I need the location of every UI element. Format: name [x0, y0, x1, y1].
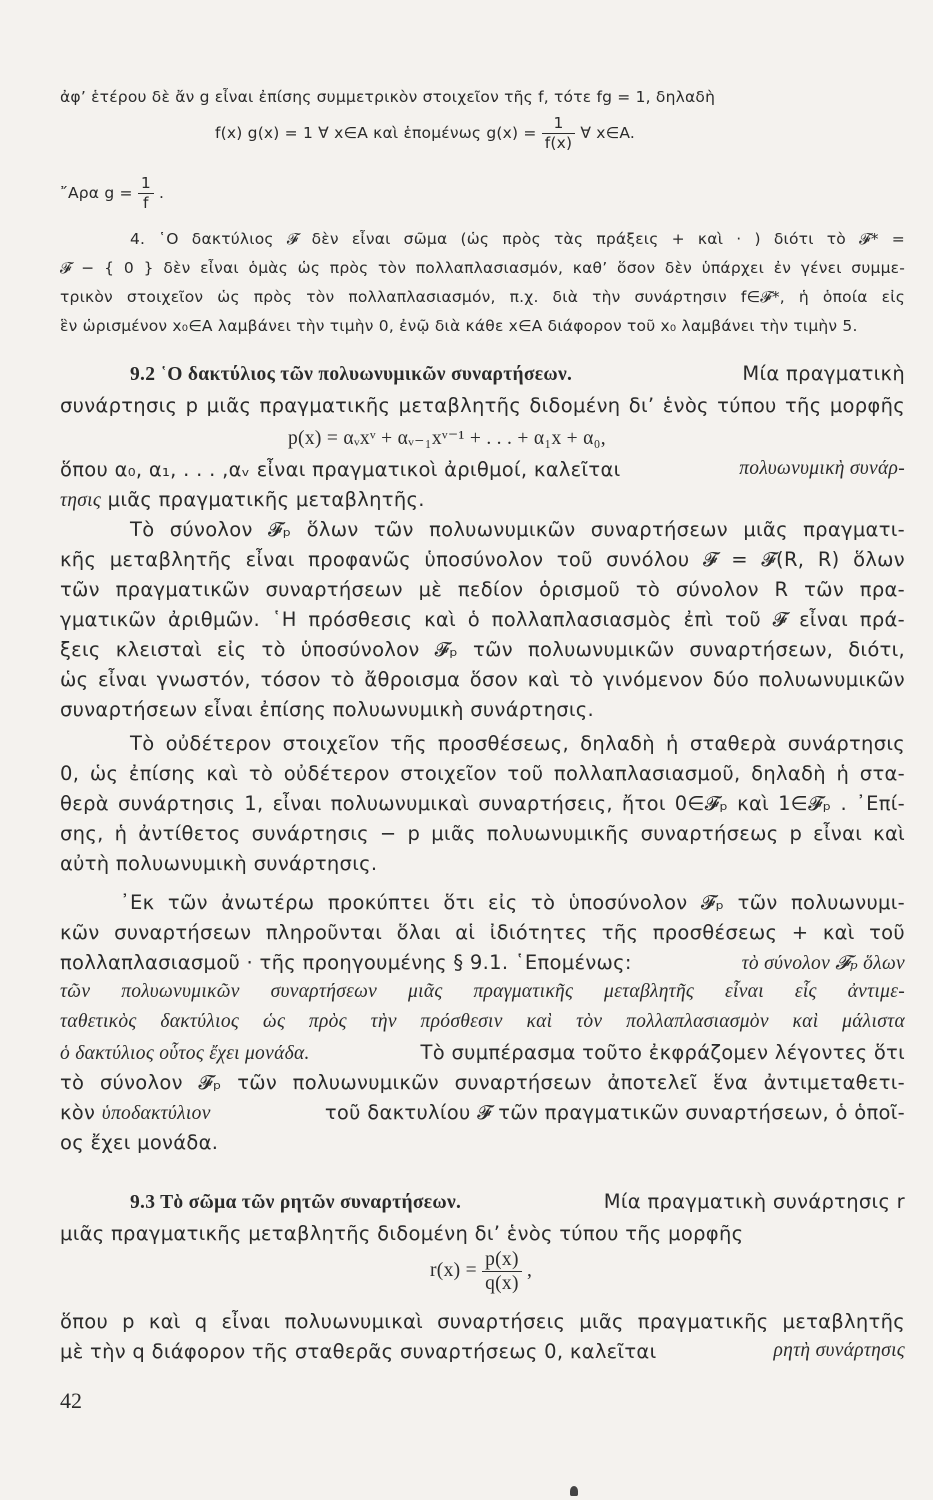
text-line: αὐτὴ πολυωνυμικὴ συνάρτησις. [60, 852, 378, 875]
text-line: 4. ῾Ο δακτύλιος 𝓕 δὲν εἶναι σῶμα (ὡς πρὸς τὰς πράξεις + καὶ · ) διότι τὸ 𝓕* = [130, 230, 905, 248]
text-line: γματικῶν ἀριθμῶν. ῾Η πρόσθεσις καὶ ὁ πολλαπλασιασμὸς ἐπὶ τοῦ 𝓕 εἶναι πρά- [60, 608, 905, 631]
text-line: ᾿Εκ τῶν ἀνωτέρω προκύπτει ὅτι εἰς τὸ ὑποσύνολον 𝓕ₚ τῶν πολυωνυμι- [120, 891, 905, 914]
text-fragment: ὅπου α₀, α₁, . . . ,αᵥ εἶναι πραγματικοὶ ἀριθμοί, καλεῖται [60, 458, 621, 481]
text-fragment: μὲ τὴν q διάφορον τῆς σταθερᾶς συναρτήσεως 0, καλεῖται [60, 1340, 657, 1363]
text-line [60, 488, 425, 512]
fraction [138, 176, 154, 211]
fraction-denominator: f [143, 193, 149, 212]
text-line: μιᾶς πραγματικῆς μεταβλητῆς διδομένη δι’ ἑνὸς τύπου τῆς μορφῆς [60, 1222, 744, 1245]
text-line [60, 458, 905, 481]
text-line: ξεις κλεισταὶ εἰς τὸ ὑποσύνολον 𝓕ₚ τῶν πολυωνυμικῶν συναρτήσεων, διότι, [60, 638, 905, 661]
term-italic: ρητὴ συνάρτησις [773, 1340, 905, 1361]
section-heading: 9.2 ῾Ο δακτύλιος τῶν πολυωνυμικῶν συναρτήσεων. [130, 364, 573, 385]
formula [430, 1250, 532, 1293]
section-heading-line [130, 1190, 905, 1214]
equation-text: f(x) g(x) = 1 ∀ x∈A καὶ ἑπομένως g(x) = [215, 124, 537, 142]
text-fragment: Μία πραγματικὴ [742, 362, 905, 385]
text-line: ἓν ὡρισμένον x₀∈A λαμβάνει τὴν τιμὴν 0, ἐνῷ διὰ κάθε x∈A διάφορον τοῦ x₀ λαμβάνει τὴν τιμὴν 5. [60, 317, 858, 335]
term-italic: πολυωνυμικὴ συνάρ- [739, 458, 905, 479]
fraction-denominator: f(x) [544, 133, 573, 152]
text-line [60, 1041, 905, 1065]
equation-line [215, 116, 635, 151]
section-heading: 9.3 Τὸ σῶμα τῶν ρητῶν συναρτήσεων. [130, 1192, 462, 1213]
text-fragment: Μία πραγματικὴ συνάρτησις r [603, 1190, 905, 1213]
text-fragment: πολλαπλασιασμοῦ · τῆς προηγουμένης § 9.1. ῾Επομένως: [60, 951, 632, 974]
text-line: συναρτήσεων εἶναι ἐπίσης πολυωνυμικὴ συνάρτησις. [60, 698, 595, 721]
text-line: τὸ σύνολον 𝓕ₚ τῶν πολυωνυμικῶν συναρτήσεων ἀποτελεῖ ἕνα ἀντιμεταθετι- [60, 1071, 905, 1094]
text-line: Τὸ οὐδέτερον στοιχεῖον τῆς προσθέσεως, δηλαδὴ ἡ σταθερὰ συνάρτησις [130, 732, 905, 755]
text-line: ὅπου p καὶ q εἶναι πολυωνυμικαὶ συναρτήσεις μιᾶς πραγματικῆς μεταβλητῆς [60, 1310, 905, 1333]
fraction-numerator: 1 [138, 176, 154, 194]
equation-text: . [159, 184, 165, 202]
text-line: 𝓕 − { 0 } δὲν εἶναι ὁμὰς ὡς πρὸς τὸν πολλαπλασιασμόν, καθ’ ὅσον δὲν ὑπάρχει ἐν γένει συμμε- [60, 259, 905, 277]
term-italic: τὸ σύνολον 𝓕ₚ ὅλων [741, 953, 905, 974]
fraction-denominator: q(x) [485, 1272, 519, 1294]
text-line: θερὰ συνάρτησις 1, εἶναι πολυωνυμικαὶ συναρτήσεις, ἤτοι 0∈𝓕ₚ καὶ 1∈𝓕ₚ . ᾿Επί- [60, 792, 905, 815]
text-line [60, 1101, 905, 1125]
equation-text: ῎Αρα g = [60, 184, 133, 202]
text-line: ὡς εἶναι γνωστόν, τόσον τὸ ἄθροισμα ὅσον καὶ τὸ γινόμενον δύο πολυωνυμικῶν [60, 668, 905, 691]
text-line: Τὸ σύνολον 𝓕ₚ ὅλων τῶν πολυωνυμικῶν συναρτήσεων μιᾶς πραγματι- [130, 518, 905, 541]
text-line: κῶν συναρτήσεων πληροῦνται ὅλαι αἱ ἰδιότητες τῆς προσθέσεως + καὶ τοῦ [60, 921, 905, 944]
text-line: τρικὸν στοιχεῖον ὡς πρὸς τὸν πολλαπλασιασμόν, π.χ. διὰ τὴν συνάρτησιν f∈𝓕*, ἡ ὁποία εἰς [60, 288, 905, 306]
equation-line [60, 176, 164, 211]
text-fragment: μιᾶς πραγματικῆς μεταβλητῆς. [107, 488, 425, 511]
term-italic: τησις [60, 490, 102, 511]
text-fragment: τοῦ δακτυλίου 𝓕 τῶν πραγματικῶν συναρτήσεων, ὁ ὁποῖ- [324, 1101, 905, 1124]
text-line-italic: ταθετικὸς δακτύλιος ὡς πρὸς τὴν πρόσθεσιν καὶ τὸν πολλαπλασιασμὸν καὶ μάλιστα [60, 1011, 905, 1032]
text-line: τῶν πραγματικῶν συναρτήσεων μὲ πεδίον ὁρισμοῦ τὸ σύνολον R τῶν πρα- [60, 578, 905, 601]
term-italic: ὑποδακτύλιον [101, 1103, 211, 1124]
formula-text: , [526, 1259, 533, 1281]
equation-text: ∀ x∈A. [580, 124, 636, 142]
text-line: 0, ὡς ἐπίσης καὶ τὸ οὐδέτερον στοιχεῖον τοῦ πολλαπλασιασμοῦ, δηλαδὴ ἡ στα- [60, 762, 905, 785]
page-number: 42 [60, 1388, 82, 1413]
text-line: συνάρτησις p μιᾶς πραγματικῆς μεταβλητῆς διδομένη δι’ ἑνὸς τύπου τῆς μορφῆς [60, 394, 905, 417]
formula-text: r(x) = [430, 1259, 477, 1281]
text-line: ος ἔχει μονάδα. [60, 1131, 219, 1154]
text-line: σης, ἡ ἀντίθετος συνάρτησις − p μιᾶς πολυωνυμικῆς συναρτήσεως p εἶναι καὶ [60, 822, 905, 845]
text-line-italic: τῶν πολυωνυμικῶν συναρτήσεων μιᾶς πραγματικῆς μεταβλητῆς εἶναι εἷς ἀντιμε- [60, 981, 905, 1002]
term-italic: ὁ δακτύλιος οὗτος ἔχει μονάδα. [60, 1043, 310, 1064]
fraction-numerator: 1 [542, 116, 576, 134]
fraction-numerator: p(x) [482, 1250, 522, 1272]
text-line: ἀφ’ ἑτέρου δὲ ἄν g εἶναι ἐπίσης συμμετρικὸν στοιχεῖον τῆς f, τότε fg = 1, δηλαδὴ [60, 88, 716, 106]
fraction [482, 1250, 522, 1293]
text-fragment: κὸν [60, 1101, 96, 1124]
section-heading-line [130, 362, 905, 386]
text-line [60, 1340, 905, 1363]
formula: p(x) = αᵥxᵛ + αᵥ₋₁xᵛ⁻¹ + . . . + α₁x + α₀, [288, 428, 606, 449]
ink-smudge [570, 1486, 578, 1496]
text-line: κῆς μεταβλητῆς εἶναι προφανῶς ὑποσύνολον τοῦ συνόλου 𝓕 = 𝓕(R, R) ὅλων [60, 548, 905, 571]
fraction [542, 116, 576, 151]
text-fragment: Τὸ συμπέρασμα τοῦτο ἐκφράζομεν λέγοντες ὅτι [420, 1041, 905, 1064]
text-line [60, 951, 905, 975]
